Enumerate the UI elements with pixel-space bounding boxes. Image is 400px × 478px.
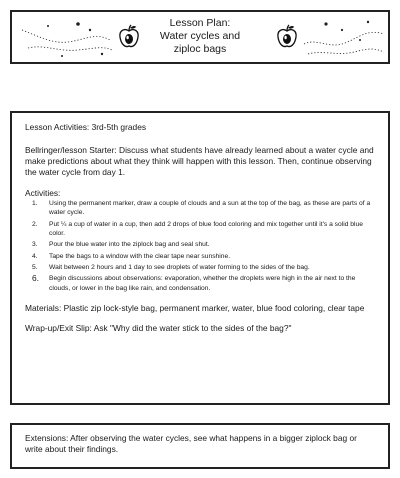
- lesson-activities-box: [10, 111, 390, 405]
- extensions-text: Extensions: After observing the water cycles, see what happens in a bigger ziplock bag or write about their findings.: [25, 433, 357, 454]
- title-line-3: ziploc bags: [173, 43, 227, 55]
- header-box: [10, 10, 390, 64]
- activities-list: [25, 199, 375, 293]
- exit-slip-text: Wrap-up/Exit Slip: Ask "Why did the water stick to the sides of the bag?": [25, 322, 292, 333]
- list-item-number: 4.: [32, 252, 38, 260]
- list-item-number: 3.: [32, 241, 38, 249]
- list-item-number: 2.: [32, 220, 38, 228]
- activities-heading: Activities:: [25, 188, 61, 198]
- list-item: [25, 220, 375, 238]
- apple-icon: [274, 24, 300, 50]
- materials-text: Materials: Plastic zip lock-style bag, permanent marker, water, blue food coloring, clear tape: [25, 302, 365, 313]
- title-line-2: Water cycles and: [159, 30, 241, 42]
- list-item-text: Begin discussions about observations: evaporation, whether the droplets were high in the air next to the clouds, or lower in the bag like rain, and condensation.: [49, 275, 356, 292]
- extensions-box: [10, 423, 390, 469]
- list-item: [25, 263, 375, 272]
- list-item: [25, 252, 375, 261]
- grade-level-text: Lesson Activities: 3rd-5th grades: [25, 122, 147, 132]
- list-item: [25, 240, 375, 249]
- list-item-number: 1.: [32, 200, 38, 207]
- list-item-text: Wait between 2 hours and 1 day to see droplets of water forming to the sides of the bag.: [49, 263, 310, 271]
- list-item-text: Tape the bags to a window with the clear tape near sunshine.: [49, 252, 231, 260]
- list-item-number: 6.: [32, 273, 39, 284]
- swirl-dots-decoration-right: [302, 14, 386, 60]
- list-item-text: Using the permanent marker, draw a couple of clouds and a sun at the top of the bag, as these are parts of a water cycle.: [49, 200, 371, 217]
- lesson-starter-text: Bellringer/lesson Starter: Discuss what students have already learned about a water cycle and make predictions about what they think will happen with this lesson. Then, continue observing the water cycle from day 1.: [25, 145, 374, 177]
- title-line-1: Lesson Plan:: [169, 17, 231, 29]
- list-item: [25, 199, 375, 217]
- list-item-text: Pour the blue water into the ziplock bag and seal shut.: [49, 241, 210, 249]
- list-item-number: 5.: [32, 263, 38, 271]
- list-item: [25, 274, 375, 292]
- list-item-text: Put ¼ a cup of water in a cup, then add 2 drops of blue food coloring and mix together until it's a solid blue color.: [49, 220, 363, 237]
